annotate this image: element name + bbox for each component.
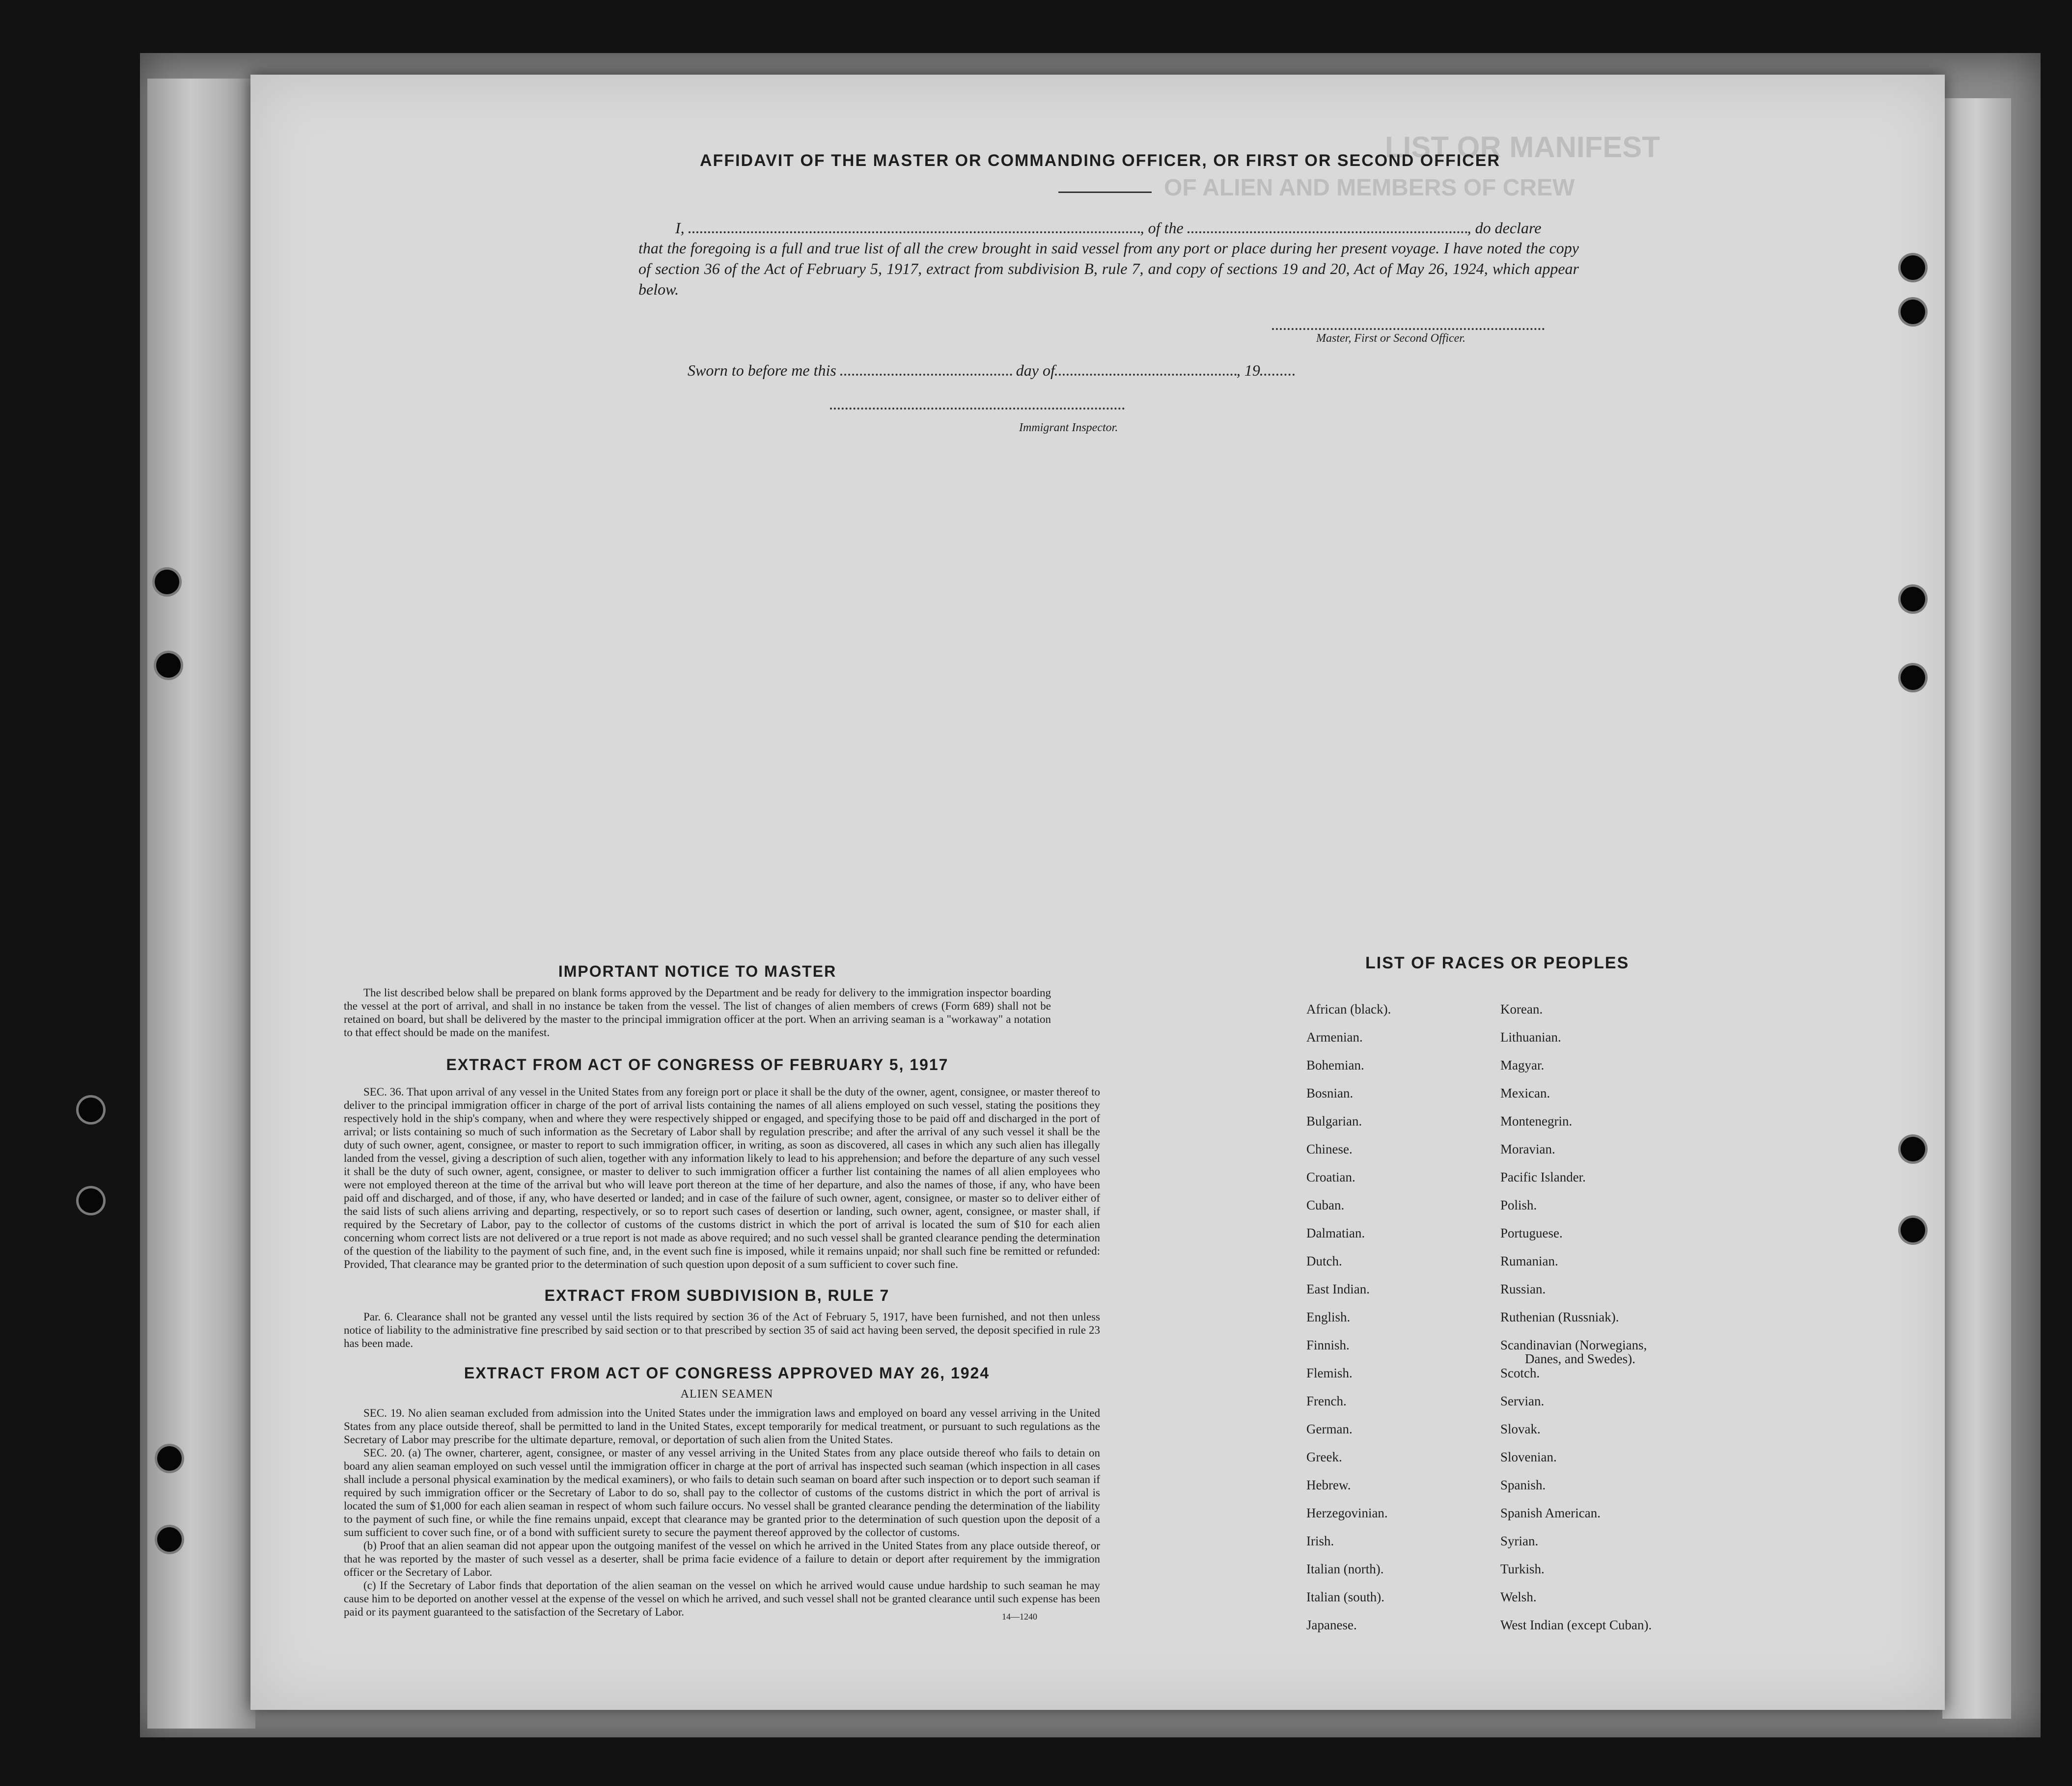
- affidavit-title: AFFIDAVIT OF THE MASTER OR COMMANDING OFFICER, OR FIRST OR SECOND OFFICER: [700, 151, 1500, 170]
- race-item-left: Flemish.: [1306, 1366, 1353, 1380]
- race-item-left: Japanese.: [1306, 1618, 1357, 1632]
- affidavit-of-the: , of the: [1140, 219, 1184, 237]
- extract-1917-text: SEC. 36. That upon arrival of any vessel in the United States from any foreign port or place it shall be the duty of the owner, agent, consignee, or master thereof to deliver to the principal immigration officer in charge of the port of arrival lists containing the names of all aliens employed on such vessel, stating the positions they respectively hold in the ship's company, when and where they were respectively shipped or engaged, and specifying those to be paid off and discharged in the port of arrival; or lists containing so much of such information as the Secretary of Labor shall by regulation prescribe; and after the arrival of any such vessel it shall be the duty of such owner, agent, consignee, or master to report to such immigration officer, in writing, as soon as discovered, all cases in which any such alien has illegally landed from the vessel, giving a description of such alien, together with any information likely to lead to his apprehension; and before the departure of any such vessel it shall be the duty of such owner, agent, consignee, or master to deliver to such immigration officer a further list containing the names of all alien employees who were not employed thereon at the time of the arrival but who will leave port thereon at the time of her departure, and also the names of those, if any, who have been paid off and discharged, and of those, if any, who have deserted or landed; and in case of the failure of such owner, agent, consignee, or master so to deliver either of the said lists of such aliens arriving and departing, respectively, or so to report such cases of desertion or landing, such owner, agent, consignee, or master shall, if required by the Secretary of Labor, pay to the collector of customs of the customs district in which the port of arrival is located the sum of $10 for each alien concerning whom correct lists are not delivered or a true report is not made as above required; and no such vessel shall be granted clearance pending the determination of the question of the liability to the payment of such fine, and, in the event such fine is imposed, while it remains unpaid; nor shall such fine be remitted or refunded: Provided, That clearance may be granted prior to the determination of such question upon deposit of a sum sufficient to cover such fine.: [344, 1086, 1100, 1270]
- master-signature-label: Master, First or Second Officer.: [1316, 332, 1465, 345]
- race-item-left: Dalmatian.: [1306, 1226, 1365, 1240]
- race-item-right: Slovenian.: [1500, 1450, 1557, 1464]
- form-number: 14—1240: [1002, 1612, 1037, 1621]
- race-item-right: Korean.: [1500, 1002, 1543, 1017]
- race-item-left: Hebrew.: [1306, 1478, 1351, 1492]
- race-item-right: Moravian.: [1500, 1142, 1555, 1156]
- notice-text-block: [344, 986, 1051, 1039]
- bleed-through-subheader: OF ALIEN AND MEMBERS OF CREW: [1164, 175, 1575, 201]
- race-item-right: Welsh.: [1500, 1590, 1537, 1604]
- punch-hole: [79, 1188, 103, 1213]
- punch-hole: [1901, 587, 1925, 611]
- race-item-right: Portuguese.: [1500, 1226, 1563, 1240]
- sworn-label: Sworn to before me this: [688, 361, 836, 379]
- name-blank: [689, 231, 1140, 233]
- race-item-left: German.: [1306, 1422, 1353, 1436]
- race-item-right: Ruthenian (Russniak).: [1500, 1310, 1619, 1324]
- punch-hole: [157, 1527, 182, 1552]
- race-item-left: Bulgarian.: [1306, 1114, 1362, 1128]
- punch-hole: [1901, 300, 1925, 324]
- sworn-month-blank: [1055, 374, 1237, 376]
- notice-text: The list described below shall be prepared on blank forms approved by the Department and be ready for delivery to the immigration inspector boarding the vessel at the port of arrival, and shall in no instance be taken from the vessel. The list of changes of alien members of crews (Form 689) shall not be retained on board, but shall be delivered by the master to the principal immigration officer at the port. When an arriving seaman is a "workaway" a notation to that effect should be made on the manifest.: [344, 987, 1051, 1039]
- punch-hole: [157, 1446, 182, 1471]
- section-20c-text: (c) If the Secretary of Labor finds that deportation of the alien seaman on the vessel on which he arrived would cause undue hardship to such seaman he may cause him to be deported on another vessel at the expense of the vessel on which he arrived, and such vessel shall not be granted clearance until such expense has been paid or its payment guaranteed to the satisfaction of the Secretary of Labor.: [344, 1579, 1100, 1618]
- race-item-right: Scandinavian (Norwegians,: [1500, 1338, 1647, 1352]
- race-item-right: Lithuanian.: [1500, 1030, 1561, 1044]
- punch-hole: [79, 1098, 103, 1122]
- race-item-left: Croatian.: [1306, 1170, 1355, 1184]
- race-item-left: Dutch.: [1306, 1254, 1342, 1268]
- race-item-left: East Indian.: [1306, 1282, 1370, 1296]
- race-item-continuation: Danes, and Swedes).: [1525, 1351, 1635, 1366]
- inspector-label: Immigrant Inspector.: [1019, 421, 1118, 434]
- day-of-label: day of: [1016, 361, 1055, 379]
- punch-hole: [156, 653, 181, 678]
- affidavit-body: that the foregoing is a full and true list of all the crew brought in said vessel from any port or place during her present voyage. I have noted the copy of section 36 of the Act of February 5, 1917, extract from subdivision B, rule 7, and copy of sections 19 and 20, Act of May 26, 1924, which appear below.: [638, 239, 1579, 298]
- race-item-left: English.: [1306, 1310, 1351, 1324]
- extract-rule7-title: EXTRACT FROM SUBDIVISION B, RULE 7: [544, 1287, 890, 1304]
- section-20a-text: SEC. 20. (a) The owner, charterer, agent, consignee, or master of any vessel arriving in the United States from any place outside thereof who fails to detain on board any alien seaman employed on such vessel until the immigration officer in charge at the port of arrival has inspected such seaman (which inspection in all cases shall include a personal physical examination by the medical examiners), or who fails to detain such seaman on board after such inspection or to deport such seaman if required by such immigration officer or the Secretary of Labor to do so, shall pay to the collector of customs of the customs district in which the port of arrival is located the sum of $1,000 for each alien seaman in respect of whom such failure occurs. No vessel shall be granted clearance pending the determination of the liability to the payment of such fine, or while the fine remains unpaid, except that clearance may be granted prior to the determination of such question upon the deposit of a sum sufficient to cover such fine, or of a bond with sufficient surety to secure the payment thereof approved by the collector of customs.: [344, 1447, 1100, 1539]
- race-item-left: Greek.: [1306, 1450, 1342, 1464]
- sworn-day-blank: [840, 374, 1012, 376]
- punch-hole: [1901, 1137, 1925, 1161]
- race-item-left: Cuban.: [1306, 1198, 1345, 1212]
- notice-title: IMPORTANT NOTICE TO MASTER: [558, 962, 837, 980]
- race-item-left: Italian (north).: [1306, 1562, 1384, 1576]
- race-item-right: Mexican.: [1500, 1086, 1550, 1100]
- race-item-right: Magyar.: [1500, 1058, 1545, 1072]
- bleed-through-header: LIST OR MANIFEST: [1385, 131, 1660, 164]
- race-item-left: Bohemian.: [1306, 1058, 1364, 1072]
- right-page-edge: [1942, 98, 2011, 1719]
- extract-1924-block: [344, 1406, 1100, 1619]
- extract-1924-title: EXTRACT FROM ACT OF CONGRESS APPROVED MAY 26, 1924: [464, 1364, 990, 1382]
- race-item-left: Bosnian.: [1306, 1086, 1354, 1100]
- title-rule: [1058, 192, 1152, 193]
- section-20b-text: (b) Proof that an alien seaman did not appear upon the outgoing manifest of the vessel on which he arrived in the United States from any place outside thereof, or that he was reported by the master of such vessel as a deserter, shall be prima facie evidence of a failure to detain or deport after requirement by the immigration officer or the Secretary of Labor.: [344, 1539, 1100, 1578]
- binding-strip: [147, 79, 255, 1729]
- race-item-left: French.: [1306, 1394, 1347, 1408]
- vessel-blank: [1188, 231, 1467, 233]
- extract-1924-subtitle: ALIEN SEAMEN: [680, 1388, 774, 1401]
- race-item-left: Italian (south).: [1306, 1590, 1384, 1604]
- punch-hole: [1901, 1218, 1925, 1242]
- race-item-right: Pacific Islander.: [1500, 1170, 1586, 1184]
- race-item-left: Finnish.: [1306, 1338, 1350, 1352]
- race-item-left: African (black).: [1306, 1002, 1391, 1017]
- extract-1917-title: EXTRACT FROM ACT OF CONGRESS OF FEBRUARY 5, 1917: [446, 1056, 949, 1073]
- race-item-right: Turkish.: [1500, 1562, 1545, 1576]
- extract-rule7-text: Par. 6. Clearance shall not be granted any vessel until the lists required by section 36 of the Act of February 5, 1917, have been furnished, and not then unless notice of liability to the administrative fine prescribed by said section or to that prescribed by section 35 of said act having been served, the deposit specified in rule 23 has been made.: [344, 1311, 1100, 1349]
- race-item-right: Scotch.: [1500, 1366, 1540, 1380]
- race-item-left: Chinese.: [1306, 1142, 1353, 1156]
- section-19-text: SEC. 19. No alien seaman excluded from admission into the United States under the immigration laws and employed on board any vessel arriving in the United States from any place outside thereof, shall be permitted to land in the United States, except temporarily for medical treatment, or pursuant to such regulations as the Secretary of Labor may prescribe for the ultimate departure, removal, or deportation of such alien from the United States.: [344, 1407, 1100, 1446]
- extract-1917-block: [344, 1085, 1100, 1271]
- race-item-right: Spanish.: [1500, 1478, 1546, 1492]
- race-item-right: West Indian (except Cuban).: [1500, 1618, 1652, 1632]
- master-signature-line: [1272, 328, 1545, 330]
- race-item-right: Spanish American.: [1500, 1506, 1601, 1520]
- extract-rule7-block: [344, 1310, 1100, 1350]
- race-item-right: Rumanian.: [1500, 1254, 1558, 1268]
- race-item-right: Russian.: [1500, 1282, 1546, 1296]
- race-item-right: Slovak.: [1500, 1422, 1541, 1436]
- race-item-left: Irish.: [1306, 1534, 1334, 1548]
- races-title: LIST OF RACES OR PEOPLES: [1365, 954, 1630, 972]
- race-item-right: Servian.: [1500, 1394, 1545, 1408]
- affidavit-do-declare: , do declare: [1467, 219, 1542, 237]
- inspector-signature-line: [830, 408, 1125, 410]
- punch-hole: [1901, 665, 1925, 690]
- race-item-right: Syrian.: [1500, 1534, 1539, 1548]
- year-prefix: , 19: [1236, 361, 1260, 379]
- race-item-left: Armenian.: [1306, 1030, 1363, 1044]
- affidavit-i: I,: [675, 219, 685, 237]
- race-item-right: Polish.: [1500, 1198, 1537, 1212]
- race-item-right: Montenegrin.: [1500, 1114, 1573, 1128]
- year-blank: [1260, 374, 1295, 376]
- race-item-left: Herzegovinian.: [1306, 1506, 1388, 1520]
- punch-hole: [155, 570, 179, 594]
- punch-hole: [1901, 255, 1925, 280]
- affidavit-declare-line: [675, 219, 1579, 237]
- sworn-line: [688, 361, 1295, 380]
